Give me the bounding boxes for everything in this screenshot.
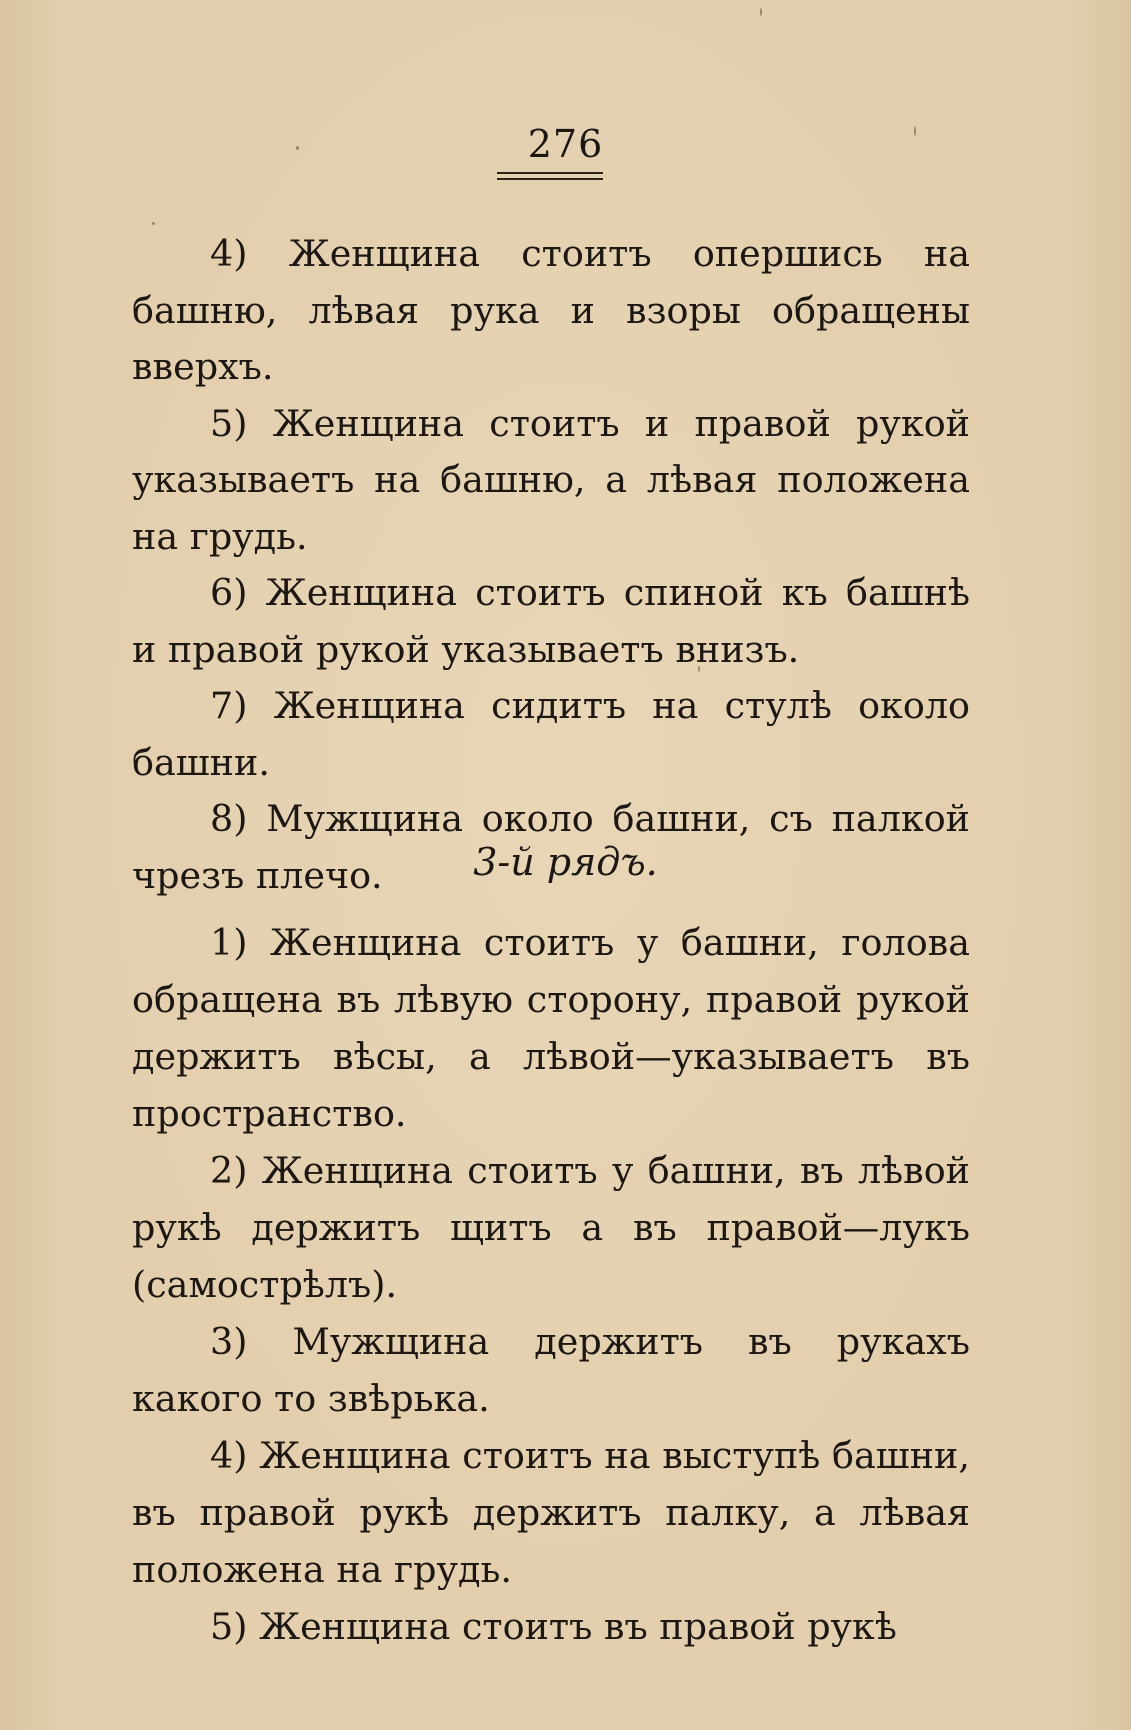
paragraph: 8) Мужщина около башни, съ палкой чрезъ плечо. (132, 797, 970, 897)
page-number-rule (497, 172, 603, 180)
paragraph: 6) Женщина стоитъ спиной къ башнѣ и правой рукой указываетъ внизъ. (132, 571, 970, 671)
paper-speck (152, 222, 155, 225)
paragraph: 4) Женщина стоитъ опершись на башню, лѣвая рука и взоры обращены вверхъ. (132, 232, 970, 388)
text-block-top (132, 226, 970, 904)
text-block-bottom (132, 914, 970, 1655)
section-heading: 3-й рядъ. (473, 840, 658, 884)
paragraph: 1) Женщина стоитъ у башни, голова обращена въ лѣвую сторону, правой рукой держитъ вѣсы, а лѣвой—указываетъ въ пространство. (132, 921, 970, 1135)
page-number: 276 (527, 122, 604, 166)
paragraph: 4) Женщина стоитъ на выступѣ башни, въ правой рукѣ держитъ палку, а лѣвая положена на грудь. (132, 1434, 970, 1591)
paper-speck (296, 146, 299, 150)
paragraph: 5) Женщина стоитъ и правой рукой указываетъ на башню, а лѣвая положена на грудь. (132, 401, 970, 558)
paragraph: 7) Женщина сидитъ на стулѣ около башни. (132, 684, 970, 784)
paper-speck (914, 126, 916, 136)
paragraph: 5) Женщина стоитъ въ правой рукѣ (210, 1605, 897, 1648)
paragraph: 3) Мужщина держитъ въ рукахъ какого то звѣрька. (132, 1320, 970, 1420)
paper-speck (698, 666, 700, 672)
paragraph: 2) Женщина стоитъ у башни, въ лѣвой рукѣ держитъ щитъ а въ правой—лукъ (самострѣлъ). (132, 1149, 970, 1306)
paper-speck (760, 8, 762, 16)
